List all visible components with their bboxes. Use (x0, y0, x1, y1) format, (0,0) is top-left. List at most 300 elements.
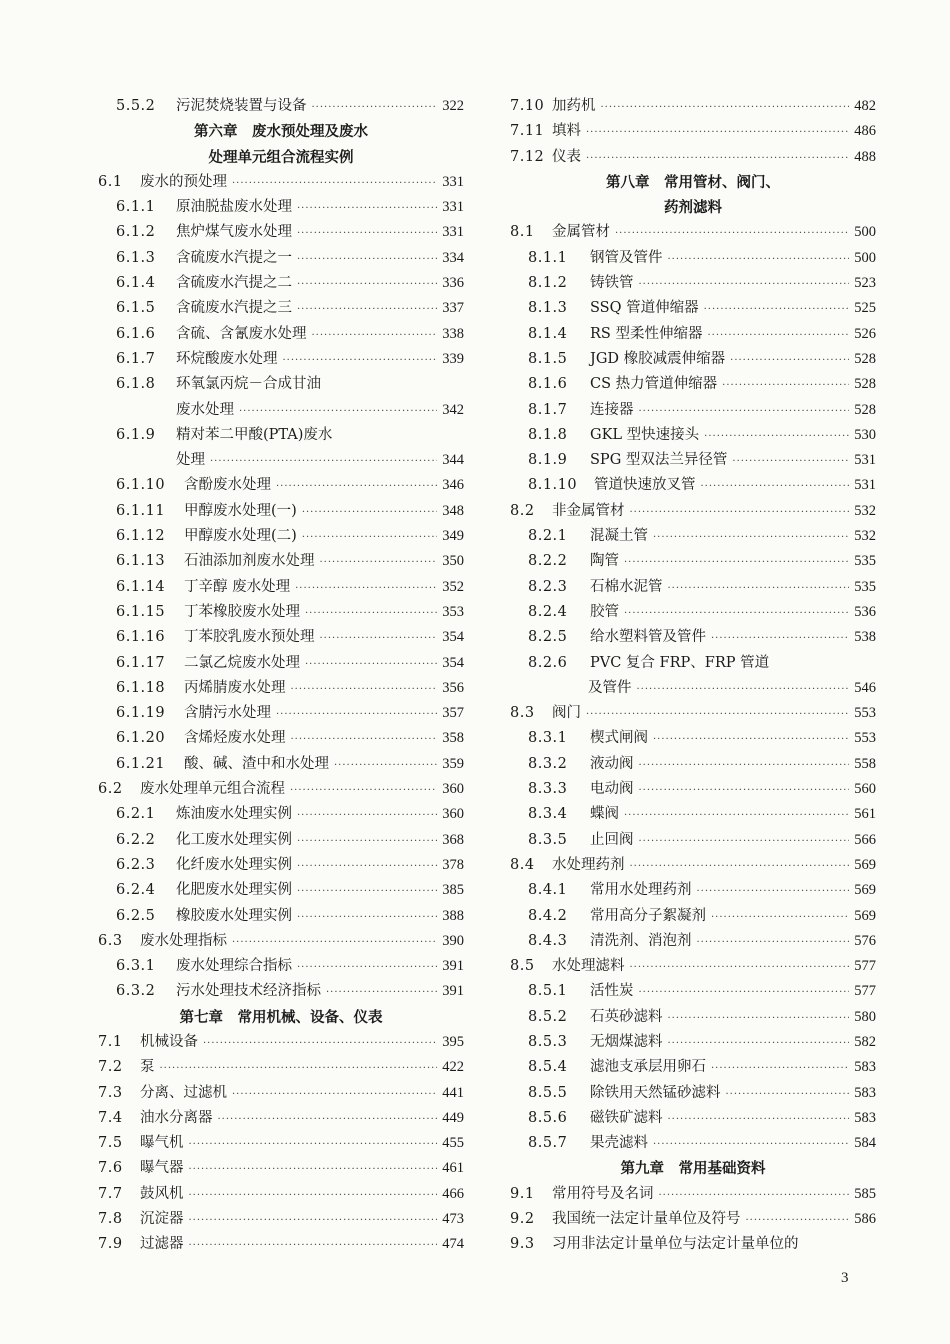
section-number: 9.3 (510, 1236, 535, 1253)
toc-entry (510, 979, 876, 1004)
toc-entry (510, 828, 876, 853)
page-ref: 338 (442, 325, 464, 342)
toc-entry (98, 372, 464, 397)
dot-leader (624, 601, 849, 626)
toc-entry (98, 220, 464, 245)
section-number: 8.1.3 (528, 300, 568, 317)
page-ref: 358 (442, 730, 464, 747)
dot-leader (732, 449, 849, 474)
section-title: 废水处理单元组合流程 (140, 781, 285, 798)
toc-entry (510, 322, 876, 347)
page-ref: 331 (442, 199, 464, 216)
section-title: JGD 橡胶减震伸缩器 (590, 350, 726, 367)
dot-leader (601, 95, 850, 120)
toc-entry (510, 448, 876, 473)
dot-leader (297, 247, 437, 272)
section-number: 6.2.1 (116, 806, 156, 823)
toc-entry (98, 448, 464, 473)
dot-leader (639, 778, 850, 803)
dot-leader (707, 323, 849, 348)
toc-entry (510, 398, 876, 423)
section-number: 8.4.2 (528, 907, 568, 924)
chapter-heading: 第六章 废水预处理及废水 (194, 123, 368, 141)
toc-entry (510, 600, 876, 625)
dot-leader (305, 652, 437, 677)
page-ref: 538 (854, 629, 876, 646)
page-ref: 584 (854, 1135, 876, 1152)
dot-leader (639, 399, 850, 424)
toc-entry (510, 499, 876, 524)
section-number: 6.1.10 (116, 477, 166, 494)
toc-entry (98, 1156, 464, 1181)
toc-entry (98, 651, 464, 676)
section-title: 丁苯橡胶废水处理 (184, 603, 300, 620)
page-ref: 536 (854, 603, 876, 620)
section-title: 钢管及管件 (590, 249, 663, 266)
section-title: 石英砂滤料 (590, 1008, 663, 1025)
toc-left-column (98, 94, 464, 1258)
page-ref: 353 (442, 603, 464, 620)
page-ref: 346 (442, 477, 464, 494)
dot-leader (312, 95, 438, 120)
toc-entry (98, 549, 464, 574)
section-number: 8.3.5 (528, 831, 568, 848)
toc-entry (510, 701, 876, 726)
section-number: 7.5 (98, 1135, 123, 1152)
section-number: 7.11 (510, 123, 545, 140)
dot-leader (203, 1031, 437, 1056)
toc-entry (98, 954, 464, 979)
section-title: 果壳滤料 (590, 1135, 648, 1152)
page-ref: 336 (442, 275, 464, 292)
dot-leader (586, 702, 849, 727)
section-title: 加药机 (552, 98, 596, 114)
section-title: 废水处理 (176, 401, 234, 418)
section-title: 橡胶废水处理实例 (176, 907, 292, 924)
dot-leader (297, 221, 437, 246)
section-title: 污水处理技术经济指标 (176, 983, 321, 1000)
dot-leader (711, 905, 849, 930)
toc-entry (98, 271, 464, 296)
section-title: 焦炉煤气废水处理 (176, 224, 292, 241)
section-title: 电动阀 (590, 781, 634, 798)
page-ref: 580 (854, 1008, 876, 1025)
section-title: 沉淀器 (140, 1211, 184, 1228)
page-ref: 526 (854, 325, 876, 342)
section-title: 阀门 (552, 705, 581, 722)
page-ref: 583 (854, 1084, 876, 1101)
dot-leader (697, 930, 850, 955)
toc-entry (98, 296, 464, 321)
page-ref: 583 (854, 1059, 876, 1076)
page-ref: 576 (854, 932, 876, 949)
section-title: 混凝土管 (590, 528, 648, 545)
page-ref: 577 (854, 958, 876, 975)
section-number: 8.1.1 (528, 249, 568, 266)
section-title: 曝气器 (140, 1160, 184, 1177)
toc-entry (510, 1131, 876, 1156)
toc-entry (98, 904, 464, 929)
section-title: 化肥废水处理实例 (176, 882, 292, 899)
section-number: 8.5 (510, 958, 535, 975)
page-ref: 525 (854, 300, 876, 317)
dot-leader (668, 1006, 850, 1031)
section-title: 丁苯胶乳废水预处理 (184, 629, 315, 646)
section-number: 7.6 (98, 1160, 123, 1177)
section-number: 9.1 (510, 1185, 535, 1202)
section-title: 习用非法定计量单位与法定计量单位的 (552, 1236, 799, 1253)
section-title: 过滤器 (140, 1236, 184, 1253)
dot-leader (297, 905, 437, 930)
dot-leader (189, 1183, 438, 1208)
dot-leader (711, 626, 849, 651)
section-number: 8.5.3 (528, 1033, 568, 1050)
dot-leader (276, 474, 437, 499)
dot-leader (320, 550, 438, 575)
dot-leader (615, 221, 849, 246)
page-ref: 322 (442, 98, 464, 114)
section-number: 8.4 (510, 856, 535, 873)
section-number: 9.2 (510, 1211, 535, 1228)
page-ref: 500 (854, 224, 876, 241)
dot-leader (320, 626, 438, 651)
page-ref: 339 (442, 350, 464, 367)
toc-entry (98, 600, 464, 625)
page-ref: 344 (442, 452, 464, 469)
toc-entry (98, 322, 464, 347)
toc-entry (98, 524, 464, 549)
toc-entry (98, 1030, 464, 1055)
dot-leader (722, 373, 849, 398)
toc-entry (510, 271, 876, 296)
dot-leader (637, 677, 850, 702)
section-title: 环氧氯丙烷－合成甘油 (176, 376, 321, 393)
section-number: 7.1 (98, 1033, 123, 1050)
page-ref: 378 (442, 856, 464, 873)
section-number: 8.4.3 (528, 932, 568, 949)
dot-leader (630, 854, 850, 879)
section-number: 7.10 (510, 98, 545, 114)
page-ref: 441 (442, 1084, 464, 1101)
section-title: 除铁用天然锰砂滤料 (590, 1084, 721, 1101)
section-number: 6.1.7 (116, 350, 156, 367)
section-title: 仪表 (552, 148, 581, 165)
section-title: 填料 (552, 123, 581, 140)
dot-leader (232, 1082, 437, 1107)
section-title: 含硫、含氰废水处理 (176, 325, 307, 342)
section-number: 8.3.4 (528, 806, 568, 823)
page-ref: 530 (854, 426, 876, 443)
section-title: 金属管材 (552, 224, 610, 241)
chapter-heading: 第九章 常用基础资料 (620, 1160, 766, 1178)
toc-entry (510, 954, 876, 979)
section-number: 8.2.5 (528, 629, 568, 646)
toc-entry (98, 929, 464, 954)
section-number: 6.1 (98, 173, 123, 190)
toc-entry (98, 246, 464, 271)
section-number: 6.1.12 (116, 528, 166, 545)
dot-leader (291, 677, 438, 702)
page-ref: 360 (442, 781, 464, 798)
section-number: 6.1.21 (116, 755, 166, 772)
dot-leader (218, 1107, 438, 1132)
section-number: 6.1.6 (116, 325, 156, 342)
page-ref: 553 (854, 730, 876, 747)
page-ref: 334 (442, 249, 464, 266)
section-number: 8.1.9 (528, 452, 568, 469)
dot-leader (326, 980, 437, 1005)
section-title: 处理 (176, 452, 205, 469)
page-ref: 474 (442, 1236, 464, 1253)
dot-leader (239, 399, 437, 424)
section-title: 水处理药剂 (552, 856, 625, 873)
toc-entry (98, 676, 464, 701)
section-number: 8.2.2 (528, 553, 568, 570)
section-number: 8.5.4 (528, 1059, 568, 1076)
dot-leader (639, 829, 850, 854)
page-ref: 523 (854, 275, 876, 292)
section-number: 6.1.3 (116, 249, 156, 266)
page-ref: 558 (854, 755, 876, 772)
toc-entry (510, 853, 876, 878)
toc-entry (98, 701, 464, 726)
toc-entry (510, 1182, 876, 1207)
toc-entry (98, 1055, 464, 1080)
toc-entry (510, 296, 876, 321)
page-ref: 449 (442, 1109, 464, 1126)
page-ref: 349 (442, 528, 464, 545)
page-ref: 482 (854, 98, 876, 114)
section-title: 化纤废水处理实例 (176, 856, 292, 873)
section-title: 原油脱盐废水处理 (176, 199, 292, 216)
section-number: 8.3.2 (528, 755, 568, 772)
page-ref: 569 (854, 882, 876, 899)
page-ref: 391 (442, 983, 464, 1000)
page-ref: 359 (442, 755, 464, 772)
dot-leader (297, 297, 437, 322)
section-number: 6.2.5 (116, 907, 156, 924)
section-number: 6.2.3 (116, 856, 156, 873)
toc-entry (510, 372, 876, 397)
section-number: 8.5.6 (528, 1109, 568, 1126)
toc-entry (98, 170, 464, 195)
dot-leader (668, 576, 850, 601)
section-number: 8.1.6 (528, 376, 568, 393)
toc-entry (510, 777, 876, 802)
section-title: 含硫废水汽提之二 (176, 275, 292, 292)
dot-leader (189, 1157, 438, 1182)
section-number: 6.1.16 (116, 629, 166, 646)
section-number: 8.1.8 (528, 426, 568, 443)
page-ref: 473 (442, 1211, 464, 1228)
section-number: 8.2.4 (528, 603, 568, 620)
page-ref: 422 (442, 1059, 464, 1076)
section-number: 6.1.1 (116, 199, 156, 216)
toc-entry (98, 1081, 464, 1106)
section-number: 6.3 (98, 932, 123, 949)
toc-right-column (510, 94, 876, 1258)
toc-entry (98, 625, 464, 650)
dot-leader (276, 702, 437, 727)
section-number: 8.1 (510, 224, 535, 241)
section-title: 止回阀 (590, 831, 634, 848)
page-ref: 486 (854, 123, 876, 140)
toc-entry (98, 802, 464, 827)
section-title: 含硫废水汽提之三 (176, 300, 292, 317)
section-title: 给水塑料管及管件 (590, 629, 706, 646)
page-ref: 528 (854, 350, 876, 367)
page-ref: 455 (442, 1135, 464, 1152)
section-title: 陶管 (590, 553, 619, 570)
section-number: 8.5.5 (528, 1084, 568, 1101)
section-title: 废水处理指标 (140, 932, 227, 949)
section-title: 机械设备 (140, 1033, 198, 1050)
section-title: 石棉水泥管 (590, 578, 663, 595)
toc-entry (510, 473, 876, 498)
section-number: 6.1.2 (116, 224, 156, 241)
dot-leader (312, 323, 438, 348)
toc-entry (98, 1131, 464, 1156)
page-ref: 528 (854, 376, 876, 393)
dot-leader (302, 500, 437, 525)
section-number: 6.1.5 (116, 300, 156, 317)
dot-leader (711, 1056, 849, 1081)
section-number: 8.3 (510, 705, 535, 722)
page-ref: 388 (442, 907, 464, 924)
section-number: 6.1.18 (116, 679, 166, 696)
section-title: 滤池支承层用卵石 (590, 1059, 706, 1076)
page-ref: 583 (854, 1109, 876, 1126)
page-ref: 390 (442, 932, 464, 949)
section-number: 8.2.1 (528, 528, 568, 545)
toc-entry (510, 1207, 876, 1232)
section-title: 非金属管材 (552, 502, 625, 519)
section-title: 及管件 (588, 679, 632, 696)
section-number: 8.1.10 (528, 477, 578, 494)
section-number: 7.8 (98, 1211, 123, 1228)
page-ref: 356 (442, 679, 464, 696)
section-number: 8.1.7 (528, 401, 568, 418)
page-ref: 553 (854, 705, 876, 722)
page-ref: 535 (854, 578, 876, 595)
section-title: 含烯烃废水处理 (184, 730, 286, 747)
section-number: 6.2.2 (116, 831, 156, 848)
toc-entry (98, 1232, 464, 1257)
toc-entry (510, 575, 876, 600)
page-ref: 331 (442, 224, 464, 241)
section-number: 6.1.17 (116, 654, 166, 671)
section-title: 我国统一法定计量单位及符号 (552, 1211, 741, 1228)
dot-leader (704, 424, 849, 449)
dot-leader (334, 753, 437, 778)
section-title: 化工废水处理实例 (176, 831, 292, 848)
section-title: 水处理滤料 (552, 958, 625, 975)
section-title: 酸、碱、渣中和水处理 (184, 755, 329, 772)
section-number: 8.2.6 (528, 654, 568, 671)
toc-entry (510, 94, 876, 119)
section-title: 污泥焚烧装置与设备 (176, 98, 307, 114)
section-number: 8.5.1 (528, 983, 568, 1000)
dot-leader (232, 171, 437, 196)
dot-leader (730, 348, 849, 373)
section-title: 常用高分子絮凝剂 (590, 907, 706, 924)
section-number: 7.7 (98, 1185, 123, 1202)
page-ref: 337 (442, 300, 464, 317)
page-ref: 582 (854, 1033, 876, 1050)
page-ref: 535 (854, 553, 876, 570)
dot-leader (297, 829, 437, 854)
dot-leader (668, 247, 850, 272)
section-title: 炼油废水处理实例 (176, 806, 292, 823)
section-number: 8.5.7 (528, 1135, 568, 1152)
page-ref: 528 (854, 401, 876, 418)
page-ref: 531 (854, 477, 876, 494)
section-title: 含硫废水汽提之一 (176, 249, 292, 266)
dot-leader (624, 550, 849, 575)
section-title: RS 型柔性伸缩器 (590, 325, 703, 342)
section-title: 油水分离器 (140, 1109, 213, 1126)
dot-leader (653, 1132, 849, 1157)
section-title: 铸铁管 (590, 275, 634, 292)
section-number: 8.1.2 (528, 275, 568, 292)
toc-entry (98, 878, 464, 903)
toc-entry (98, 777, 464, 802)
page-ref: 561 (854, 806, 876, 823)
dot-leader (232, 930, 437, 955)
dot-leader (701, 474, 850, 499)
toc-entry (510, 119, 876, 144)
section-title: SSQ 管道伸缩器 (590, 300, 699, 317)
section-title: 甲醇废水处理(二) (184, 528, 297, 545)
dot-leader (659, 1183, 850, 1208)
section-number: 8.2.3 (528, 578, 568, 595)
toc-entry (510, 1081, 876, 1106)
section-title: 楔式闸阀 (590, 730, 648, 747)
toc-entry (510, 1232, 876, 1257)
section-number: 6.1.11 (116, 502, 166, 519)
dot-leader (297, 854, 437, 879)
page-ref: 342 (442, 401, 464, 418)
page-number: 3 (841, 1270, 849, 1286)
toc-entry (510, 625, 876, 650)
page-ref: 352 (442, 578, 464, 595)
dot-leader (283, 348, 438, 373)
page-ref: 546 (854, 679, 876, 696)
section-number: 6.1.14 (116, 578, 166, 595)
dot-leader (297, 272, 437, 297)
section-title: 蝶阀 (590, 806, 619, 823)
toc-entry (510, 878, 876, 903)
page-ref: 395 (442, 1033, 464, 1050)
section-title: 含酚废水处理 (184, 477, 271, 494)
chapter-heading: 处理单元组合流程实例 (208, 148, 354, 166)
toc-entry (510, 145, 876, 170)
section-number: 8.5.2 (528, 1008, 568, 1025)
toc-entry (98, 195, 464, 220)
section-number: 7.2 (98, 1059, 123, 1076)
dot-leader (704, 297, 850, 322)
toc-entry (510, 347, 876, 372)
toc-entry (98, 1182, 464, 1207)
page-ref: 500 (854, 249, 876, 266)
page-ref: 360 (442, 806, 464, 823)
page-ref: 466 (442, 1185, 464, 1202)
toc-entry (98, 828, 464, 853)
page-ref: 569 (854, 856, 876, 873)
toc-entry (510, 752, 876, 777)
section-title: PVC 复合 FRP、FRP 管道 (590, 654, 770, 671)
toc-entry (98, 398, 464, 423)
